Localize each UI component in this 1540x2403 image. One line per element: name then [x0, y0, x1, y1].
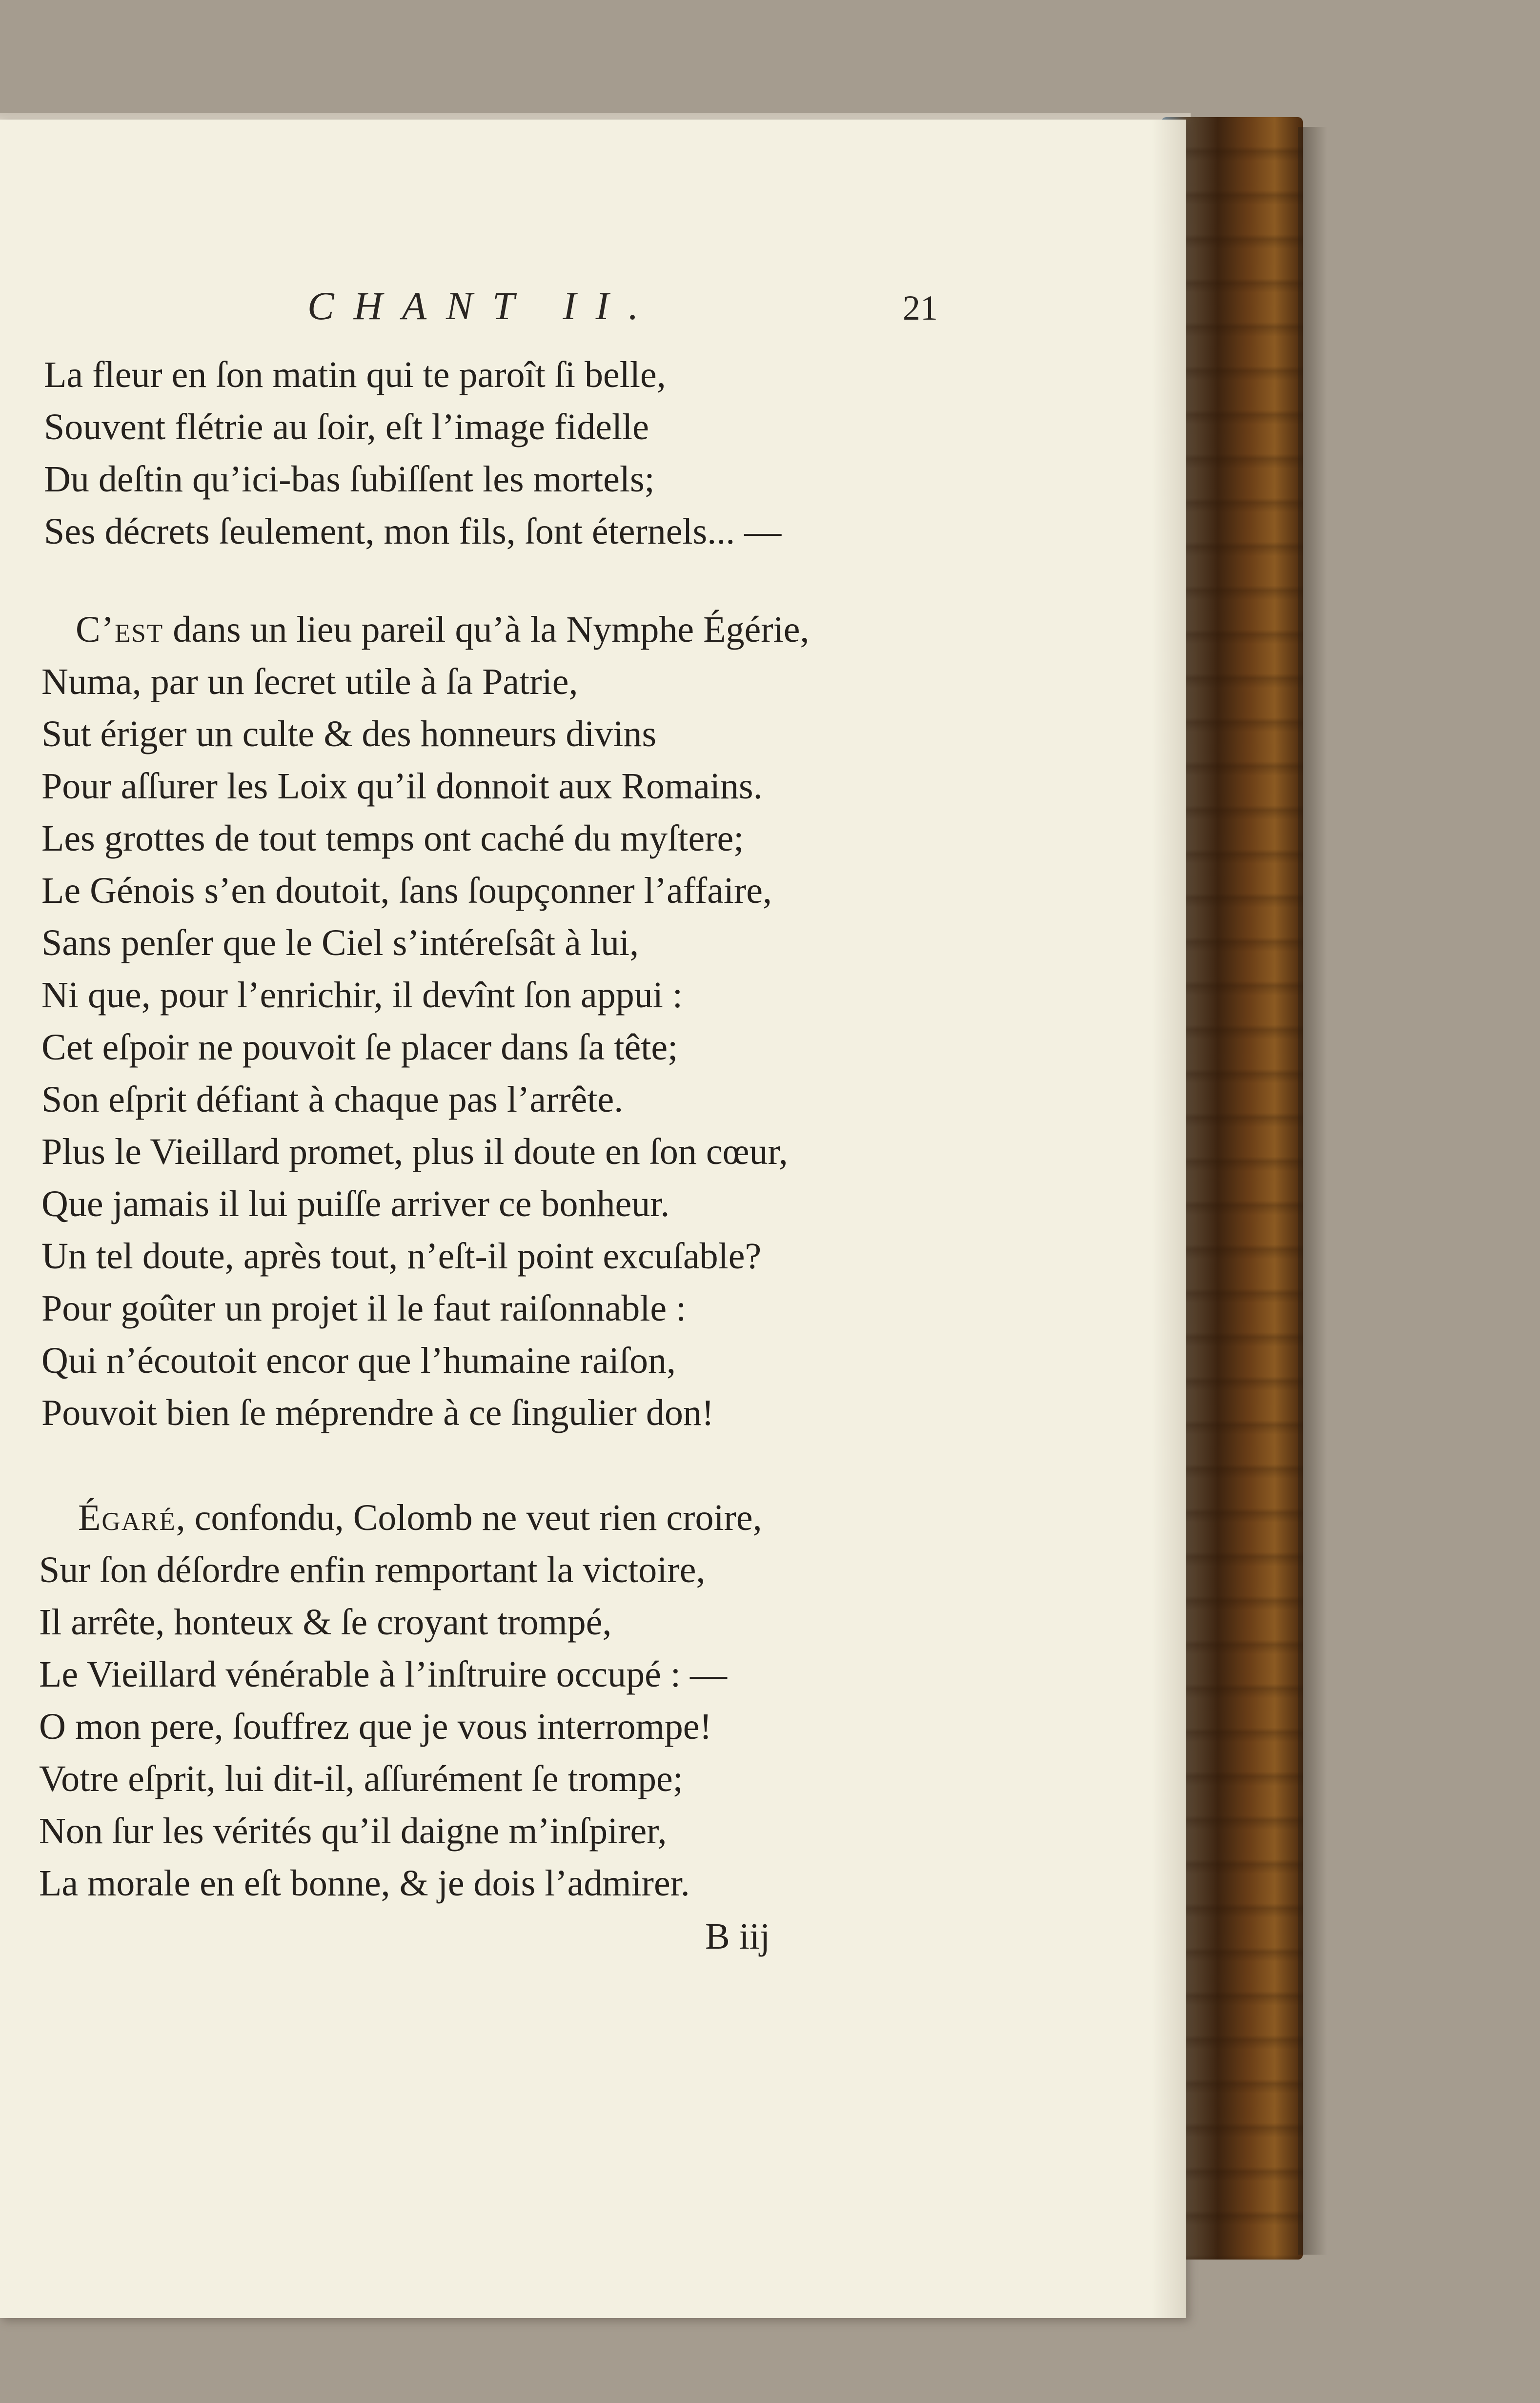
verse-line: Plus le Vieillard promet, plus il doute en ſon cœur, — [41, 1131, 788, 1172]
verse-line: Non ſur les vérités qu’il daigne m’inſpirer, — [39, 1811, 667, 1852]
verse-line: Que jamais il lui puiſſe arriver ce bonheur. — [41, 1183, 670, 1224]
verse-line-text: , confondu, Colomb ne veut rien croire, — [176, 1497, 762, 1538]
stanza-lead-word: C’est — [76, 609, 164, 650]
verse-line: Cet eſpoir ne pouvoit ſe placer dans ſa tête; — [41, 1027, 678, 1068]
verse-line: La fleur en ſon matin qui te paroît ſi belle, — [44, 354, 666, 395]
verse-line: Les grottes de tout temps ont caché du myſtere; — [41, 818, 744, 859]
verse-line: Numa, par un ſecret utile à ſa Patrie, — [41, 661, 578, 702]
verse-line: Un tel doute, après tout, n’eſt-il point excuſable? — [41, 1236, 762, 1277]
verse-line: Le Vieillard vénérable à l’inſtruire occupé : — — [39, 1654, 727, 1695]
verse-line-text: dans un lieu pareil qu’à la Nymphe Égérie, — [163, 609, 810, 650]
verse-line: Pour aſſurer les Loix qu’il donnoit aux Romains. — [41, 766, 763, 807]
running-title: CHANT II. — [307, 284, 658, 328]
verse-line: Il arrête, honteux & ſe croyant trompé, — [39, 1602, 612, 1643]
verse-line: Souvent flétrie au ſoir, eſt l’image fidelle — [44, 407, 649, 448]
verse-line: Ni que, pour l’enrichir, il devînt ſon appui : — [41, 975, 683, 1016]
verse-line: Sans penſer que le Ciel s’intéreſsât à lui, — [41, 922, 639, 963]
verse-line: Son eſprit défiant à chaque pas l’arrête. — [41, 1079, 624, 1120]
verse-line: Sur ſon déſordre enfin remportant la victoire, — [39, 1549, 706, 1590]
page-number: 21 — [903, 288, 938, 327]
verse-line: Ses décrets ſeulement, mon fils, ſont éternels... — — [44, 511, 782, 552]
signature-mark: B iij — [705, 1916, 770, 1957]
verse-line: Le Génois s’en doutoit, ſans ſoupçonner l’affaire, — [41, 870, 772, 911]
spine-shadow — [1298, 127, 1327, 2255]
verse-line: Qui n’écoutoit encor que l’humaine raiſon, — [41, 1340, 676, 1381]
verse-line: Pour goûter un projet il le faut raiſonnable : — [41, 1288, 687, 1329]
verse-line — [76, 605, 1052, 654]
verse-line: Pouvoit bien ſe méprendre à ce ſingulier don! — [41, 1392, 714, 1433]
verse-line — [78, 1493, 1054, 1542]
verse-line: La morale en eſt bonne, & je dois l’admirer. — [39, 1863, 690, 1904]
verse-line: Du deſtin qu’ici-bas ſubiſſent les mortels; — [44, 459, 655, 500]
verse-line: Sut ériger un culte & des honneurs divins — [41, 713, 657, 754]
verse-line: Votre eſprit, lui dit-il, aſſurément ſe trompe; — [39, 1758, 683, 1799]
stanza-lead-word: Égaré — [78, 1497, 176, 1538]
verse-line: O mon pere, ſouffrez que je vous interrompe! — [39, 1706, 712, 1747]
